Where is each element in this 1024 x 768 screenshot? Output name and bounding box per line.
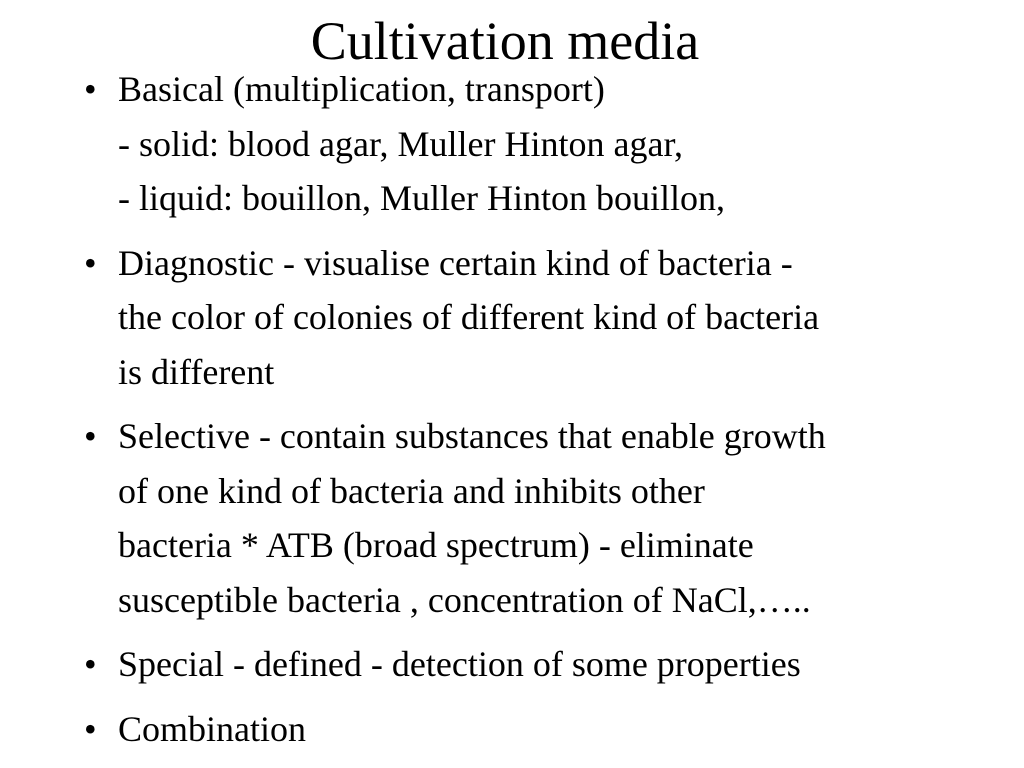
bullet-icon: • [84,644,97,684]
bullet-line: the color of colonies of different kind of bacteria [118,297,820,337]
bullet-line: Diagnostic - visualise certain kind of bacteria - [118,242,793,283]
bullet-line: Basical (multiplication, transport) [118,69,605,109]
bullet-icon: • [84,242,97,283]
bullet-line: Special - defined - detection of some properties [118,644,801,684]
bullet-icon: • [84,416,97,456]
bullet-combination [0,702,1024,757]
slide-title: Cultivation media [310,11,700,71]
bullet-line: is different [118,351,275,392]
bullet-line: Selective - contain substances that enable growth [118,416,826,456]
bullet-list [0,62,1024,766]
bullet-line: of one kind of bacteria and inhibits other [118,470,705,511]
bullet-line: bacteria * ATB (broad spectrum) - eliminate [118,525,754,565]
bullet-line: Combination [118,708,306,749]
bullet-selective [0,409,1024,627]
bullet-basical [0,62,1024,226]
bullet-line: - solid: blood agar, Muller Hinton agar, [118,123,683,164]
bullet-special [0,637,1024,692]
bullet-icon: • [84,708,97,749]
bullet-line: - liquid: bouillon, Muller Hinton bouillon, [118,178,725,218]
bullet-diagnostic [0,236,1024,400]
bullet-icon: • [84,69,97,109]
bullet-line: susceptible bacteria , concentration of NaCl,….. [118,579,811,620]
